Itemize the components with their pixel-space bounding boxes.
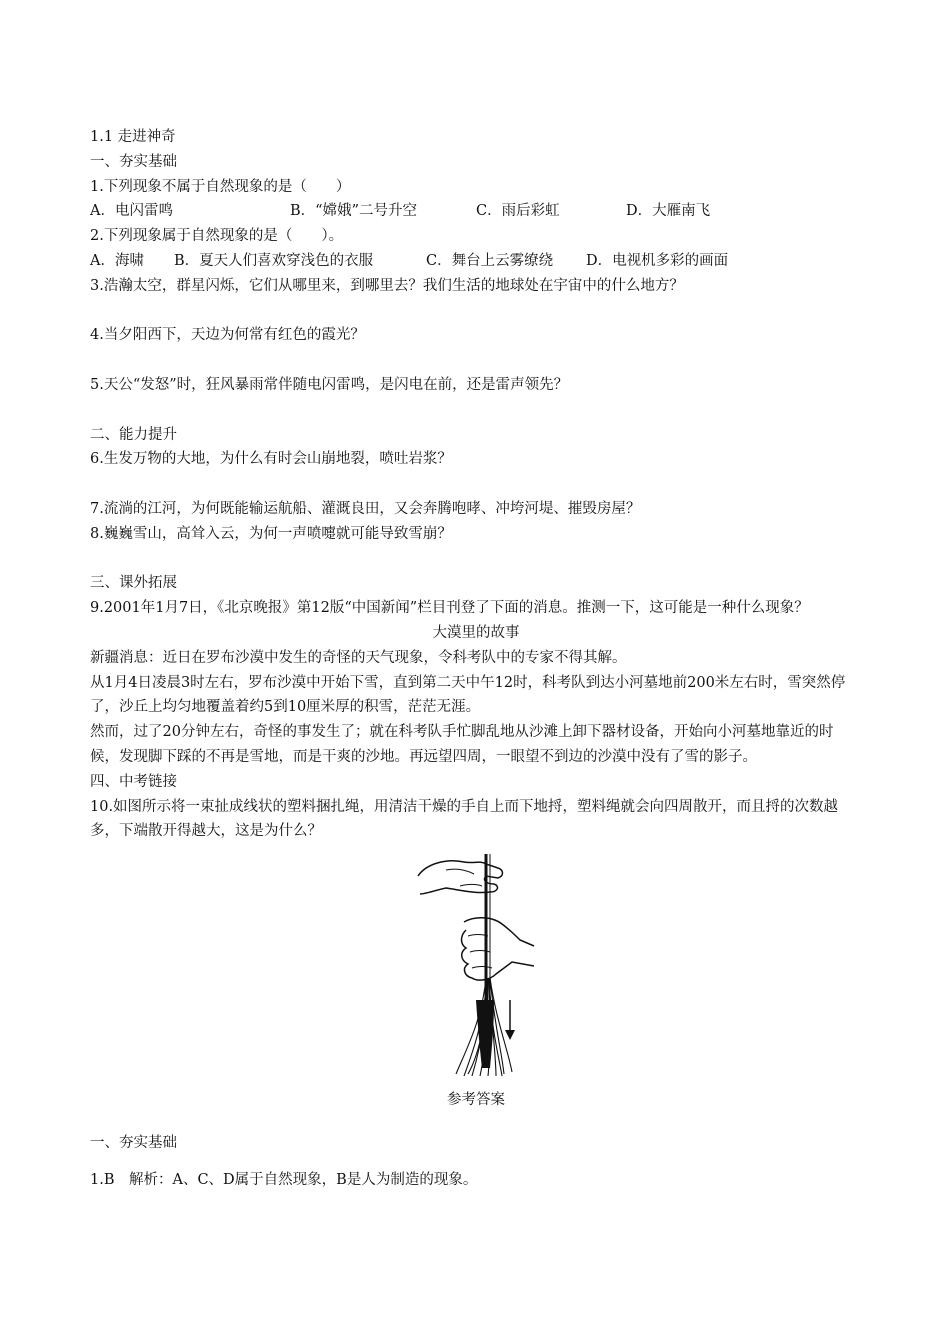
question-1-options — [90, 199, 862, 224]
q1-option-b: B．“嫦娥”二号升空 — [290, 203, 417, 220]
answer-key-title: 参考答案 — [447, 1092, 505, 1109]
blank-space — [90, 472, 862, 497]
q2-option-a: A．海啸 — [90, 252, 144, 269]
q1-option-a: A．电闪雷鸣 — [90, 203, 173, 220]
q1-option-d: D．大雁南飞 — [626, 203, 711, 220]
question-5: 5.天公“发怒”时，狂风暴雨常伴随电闪雷鸣，是闪电在前，还是雷声领先？ — [90, 376, 569, 393]
question-3: 3.浩瀚太空，群星闪烁，它们从哪里来，到哪里去？我们生活的地球处在宇宙中的什么地方？ — [90, 277, 684, 294]
story-paragraph-2: 从1月4日凌晨3时左右，罗布沙漠中开始下雪，直到第二天中午12时，科考队到达小河墓地前200米左右时，雪突然停了，沙丘上均匀地覆盖着约5到10厘米厚的积雪，茫茫无涯。 — [90, 674, 846, 716]
blank-space — [90, 547, 862, 572]
question-6: 6.生发万物的大地，为什么有时会山崩地裂，喷吐岩浆？ — [90, 451, 452, 468]
rope-figure — [90, 850, 862, 1078]
section-heading-3: 三、课外拓展 — [90, 575, 177, 592]
blank-space — [90, 348, 862, 373]
question-1-stem: 1.下列现象不属于自然现象的是（ ） — [90, 178, 351, 195]
section-heading-1: 一、夯实基础 — [90, 153, 177, 170]
question-2-options — [90, 249, 862, 274]
question-4: 4.当夕阳西下，天边为何常有红色的霞光？ — [90, 327, 365, 344]
answer-1: 1.B 解析：A、C、D属于自然现象，B是人为制造的现象。 — [90, 1171, 478, 1188]
question-2-stem: 2.下列现象属于自然现象的是（ ）。 — [90, 228, 344, 245]
question-8: 8.巍巍雪山，高耸入云，为何一声喷嚏就可能导致雪崩？ — [90, 525, 452, 542]
section-heading-4: 四、中考链接 — [90, 773, 177, 790]
blank-space — [90, 398, 862, 423]
q1-option-c: C．雨后彩虹 — [476, 203, 560, 220]
lesson-title: 1.1 走进神奇 — [90, 129, 176, 145]
question-10: 10.如图所示将一束扯成线状的塑料捆扎绳，用清洁干燥的手自上而下地捋，塑料绳就会向四周散开，而且捋的次数越多，下端散开得越大，这是为什么？ — [90, 798, 839, 840]
answer-section-heading-1: 一、夯实基础 — [90, 1134, 177, 1151]
hand-stroking-rope-illustration — [416, 850, 536, 1078]
story-paragraph-1: 新疆消息：近日在罗布沙漠中发生的奇怪的天气现象，令科考队中的专家不得其解。 — [90, 649, 627, 666]
story-title: 大漠里的故事 — [432, 624, 520, 641]
story-paragraph-3: 然而，过了20分钟左右，奇怪的事发生了；就在科考队手忙脚乱地从沙滩上卸下器材设备，开始向小河墓地靠近的时候，发现脚下踩的不再是雪地，而是干爽的沙地。再远望四周，一眼望不到边的沙漠中没有了雪的影子。 — [90, 724, 834, 765]
q2-option-c: C．舞台上云雾缭绕 — [426, 252, 554, 269]
blank-space — [90, 299, 862, 324]
q2-option-d: D．电视机多彩的画面 — [586, 252, 729, 269]
question-9: 9.2001年1月7日，《北京晚报》第12版“中国新闻”栏目刊登了下面的消息。推测一下，这可能是一种什么现象？ — [90, 600, 809, 617]
section-heading-2: 二、能力提升 — [90, 426, 177, 443]
q2-option-b: B．夏天人们喜欢穿浅色的衣服 — [174, 252, 374, 269]
document-page — [90, 125, 862, 1193]
question-7: 7.流淌的江河，为何既能输运航船、灌溉良田，又会奔腾咆哮、冲垮河堤、摧毁房屋？ — [90, 500, 641, 517]
